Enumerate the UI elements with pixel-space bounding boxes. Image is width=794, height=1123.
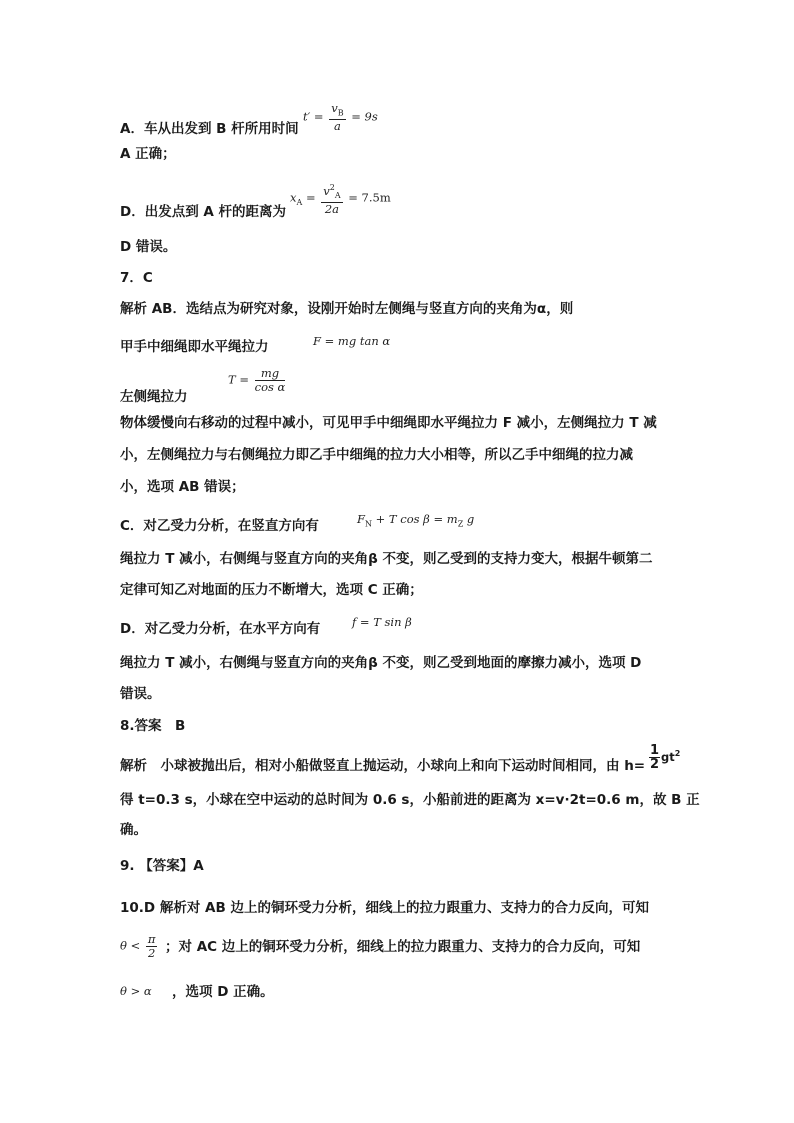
q10-analysis-line-2: ；对 AC 边上的铜环受力分析，细线上的拉力跟重力、支持力的合力反向，可知 (165, 939, 641, 955)
q7-analysis-line-6: 小，选项 AB 错误； (120, 479, 245, 495)
item-a-text: A．车从出发到 B 杆所用时间 (120, 121, 299, 137)
q7-option-d-line-2: 绳拉力 T 减小，右侧绳与竖直方向的夹角β 不变，则乙受到地面的摩擦力减小，选项 D (120, 655, 642, 671)
q8-analysis-line-2: 得 t=0.3 s，小球在空中运动的总时间为 0.6 s，小船前进的距离为 x=v·2t=0.6 m，故 B 正 (120, 792, 700, 808)
item-a-verdict: A 正确； (120, 146, 176, 162)
q7-analysis-line-3: 左侧绳拉力 (120, 389, 188, 405)
q8-analysis-line-1: 解析 小球被抛出后，相对小船做竖直上抛运动，小球向上和向下运动时间相同，由 h= (120, 758, 646, 774)
q9-answer: 9. 【答案】A (120, 858, 204, 874)
item-d-verdict: D 错误。 (120, 239, 177, 255)
q7-option-c-line-2: 绳拉力 T 减小，右侧绳与竖直方向的夹角β 不变，则乙受到的支持力变大，根据牛顿第二 (120, 551, 653, 567)
formula-f-mg-tan: F = mg tan α (313, 334, 391, 348)
q8-answer: 8.答案 B (120, 718, 186, 734)
formula-t-prime: t′ = $\frac{v_B}{a}$ = 9s (303, 101, 378, 134)
q7-option-d-line-3: 错误。 (120, 686, 161, 702)
q7-option-c: C．对乙受力分析，在竖直方向有 (120, 518, 319, 534)
q7-option-d: D．对乙受力分析，在水平方向有 (120, 621, 321, 637)
q7-analysis-line-1: 解析 AB．选结点为研究对象，设刚开始时左侧绳与竖直方向的夹角为α，则 (120, 301, 574, 317)
q7-option-c-line-3: 定律可知乙对地面的压力不断增大，选项 C 正确； (120, 582, 423, 598)
q7-analysis-line-2: 甲手中细绳即水平绳拉力 (120, 339, 269, 355)
formula-t-mg-cos: T = $\frac{mg}{\text{cos α}}$ (228, 366, 286, 394)
q7-analysis-line-4: 物体缓慢向右移动的过程中减小，可见甲手中细绳即水平绳拉力 F 减小，左侧绳拉力 T 减 (120, 415, 657, 431)
q10-analysis-line-1: 10.D 解析对 AB 边上的铜环受力分析，细线上的拉力跟重力、支持力的合力反向，可知 (120, 900, 649, 916)
q10-analysis-line-3: ，选项 D 正确。 (172, 984, 274, 1000)
item-d-text: D．出发点到 A 杆的距离为 (120, 204, 287, 220)
formula-theta-gt-alpha: θ > α (120, 984, 152, 998)
q8-analysis-line-3: 确。 (120, 822, 147, 838)
q7-analysis-line-5: 小，左侧绳拉力与右侧绳拉力即乙手中细绳的拉力大小相等，所以乙手中细绳的拉力减 (120, 447, 633, 463)
formula-x-a: $x_A$ = $\frac{v^2_A}{2a}$ = 7.5m (290, 183, 391, 217)
formula-theta-lt-pi-2: θ < $\frac{\pi}{2}$ (120, 932, 156, 960)
formula-friction: f = T sin β (352, 615, 412, 629)
formula-fn-balance: $F_N + T$ $\cos \beta = m_Z$ g (357, 512, 475, 529)
q7-answer: 7．C (120, 270, 153, 286)
formula-half-gt2: $\frac{1}{2}$ $gt^2$ (650, 743, 681, 772)
